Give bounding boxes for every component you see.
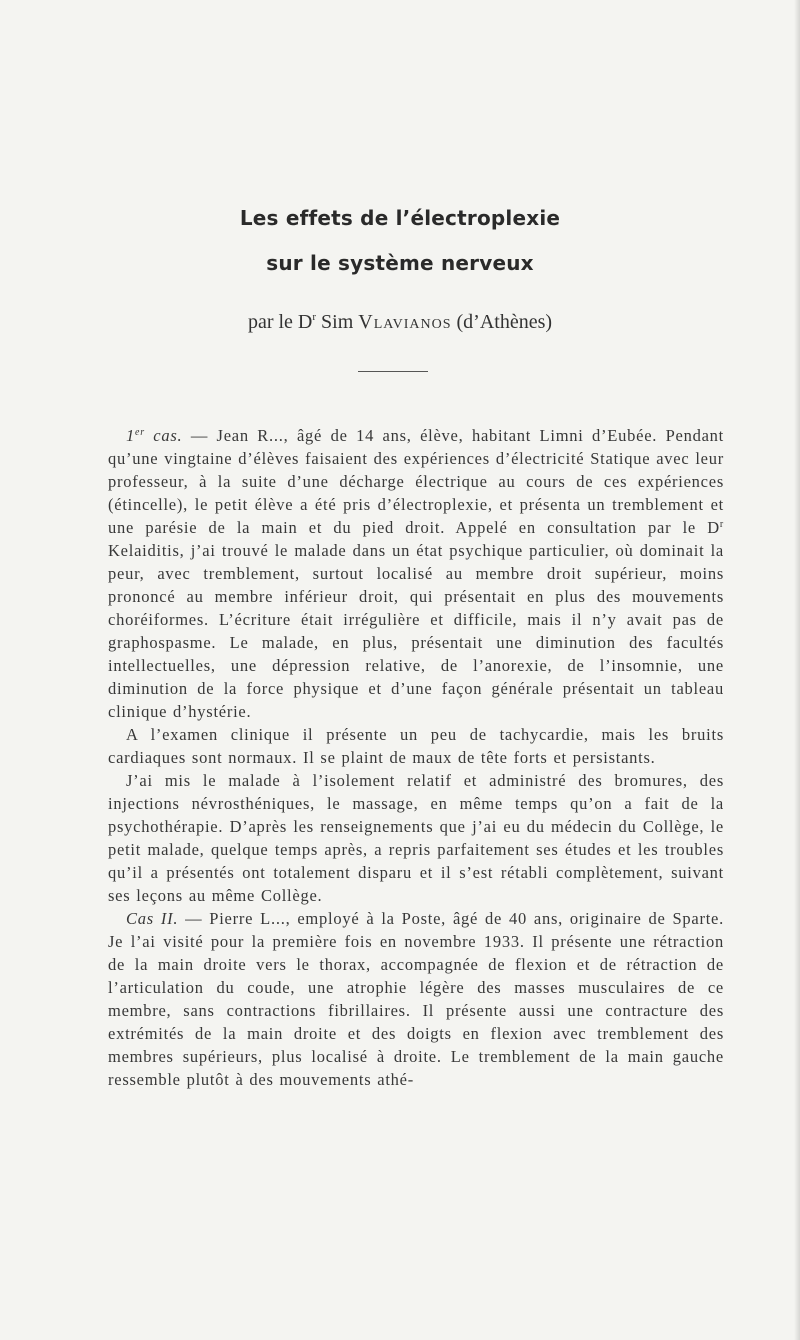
byline-first-name: Sim <box>316 311 359 333</box>
byline-suffix: (d’Athènes) <box>451 311 553 333</box>
article-title-line-1: Les effets de l’électroplexie <box>239 206 561 230</box>
case-1-dr-superscript: r <box>719 519 724 530</box>
case-1-text-part-1: — Jean R..., âgé de 14 ans, élève, habitant Limni d’Eubée. Pendant qu’une vingtaine d’élèves faisaient des expériences d’électricité Statique avec leur professeur, à la suite d’une décharge électrique au cours de ces expériences (étincelle), le petit élève a été pris d’électroplexie, et présenta un tremblement et une parésie de la main et du pied droit. Appelé en consultation par le D <box>108 426 724 537</box>
byline-surname: Vlavianos <box>358 311 452 333</box>
byline-dr-superscript: r <box>312 311 317 323</box>
case-1-paragraph-2: A l’examen clinique il présente un peu de tachycardie, mais les bruits cardiaques sont normaux. Il se plaint de maux de tête forts et persistants. <box>108 725 724 767</box>
author-byline <box>0 311 800 334</box>
case-1-paragraph-3: J’ai mis le malade à l’isolement relatif et administré des bromures, des injections névrosthéniques, le massage, en même temps qu’on a fait de la psychothérapie. D’après les renseignements que j’ai eu du médecin du Collège, le petit malade, quelque temps après, a repris parfaitement ses études et les troubles qu’il a présentés ont totalement disparu et il s’est rétabli complètement, suivant ses leçons au même Collège. <box>108 771 724 905</box>
page-edge-shadow <box>794 0 800 1340</box>
case-1-text-part-2: Kelaiditis, j’ai trouvé le malade dans un état psychique particulier, où dominait la peur, avec tremblement, surtout localisé au membre droit supérieur, moins prononcé au membre inférieur droit, qui présentait en plus des mouvements choréiformes. L’écriture était irrégulière et difficile, mais il n’y avait pas de graphospasme. Le malade, en plus, présentait une diminution des facultés intellectuelles, une dépression relative, de l’anorexie, de l’insomnie, une diminution de la force physique et d’une façon générale présentait un tableau clinique d’hystérie. <box>108 541 724 721</box>
case-2-text: — Pierre L..., employé à la Poste, âgé de 40 ans, originaire de Sparte. Je l’ai visité pour la première fois en novembre 1933. Il présente une rétraction de la main droite vers le thorax, accompagnée de flexion et de rétraction de l’articulation du coude, une atrophie légère des masses musculaires de ce membre, sans contractions fibrillaires. Il présente aussi une contracture des extrémités de la main droite et des doigts en flexion avec tremblement des membres supérieurs, plus localisé à droite. Le tremblement de la main gauche ressemble plutôt à des mouvements athé- <box>108 909 725 1089</box>
case-2-paragraph-1 <box>108 907 724 1091</box>
article-title-line-2: sur le système nerveux <box>266 251 534 275</box>
separator-rule <box>358 371 428 372</box>
article-body <box>108 424 724 1091</box>
case-1-label: 1er cas. <box>126 426 183 445</box>
case-1-paragraph-1 <box>108 424 724 723</box>
case-2-label: Cas II. <box>126 909 179 928</box>
byline-prefix: par le D <box>247 311 313 333</box>
